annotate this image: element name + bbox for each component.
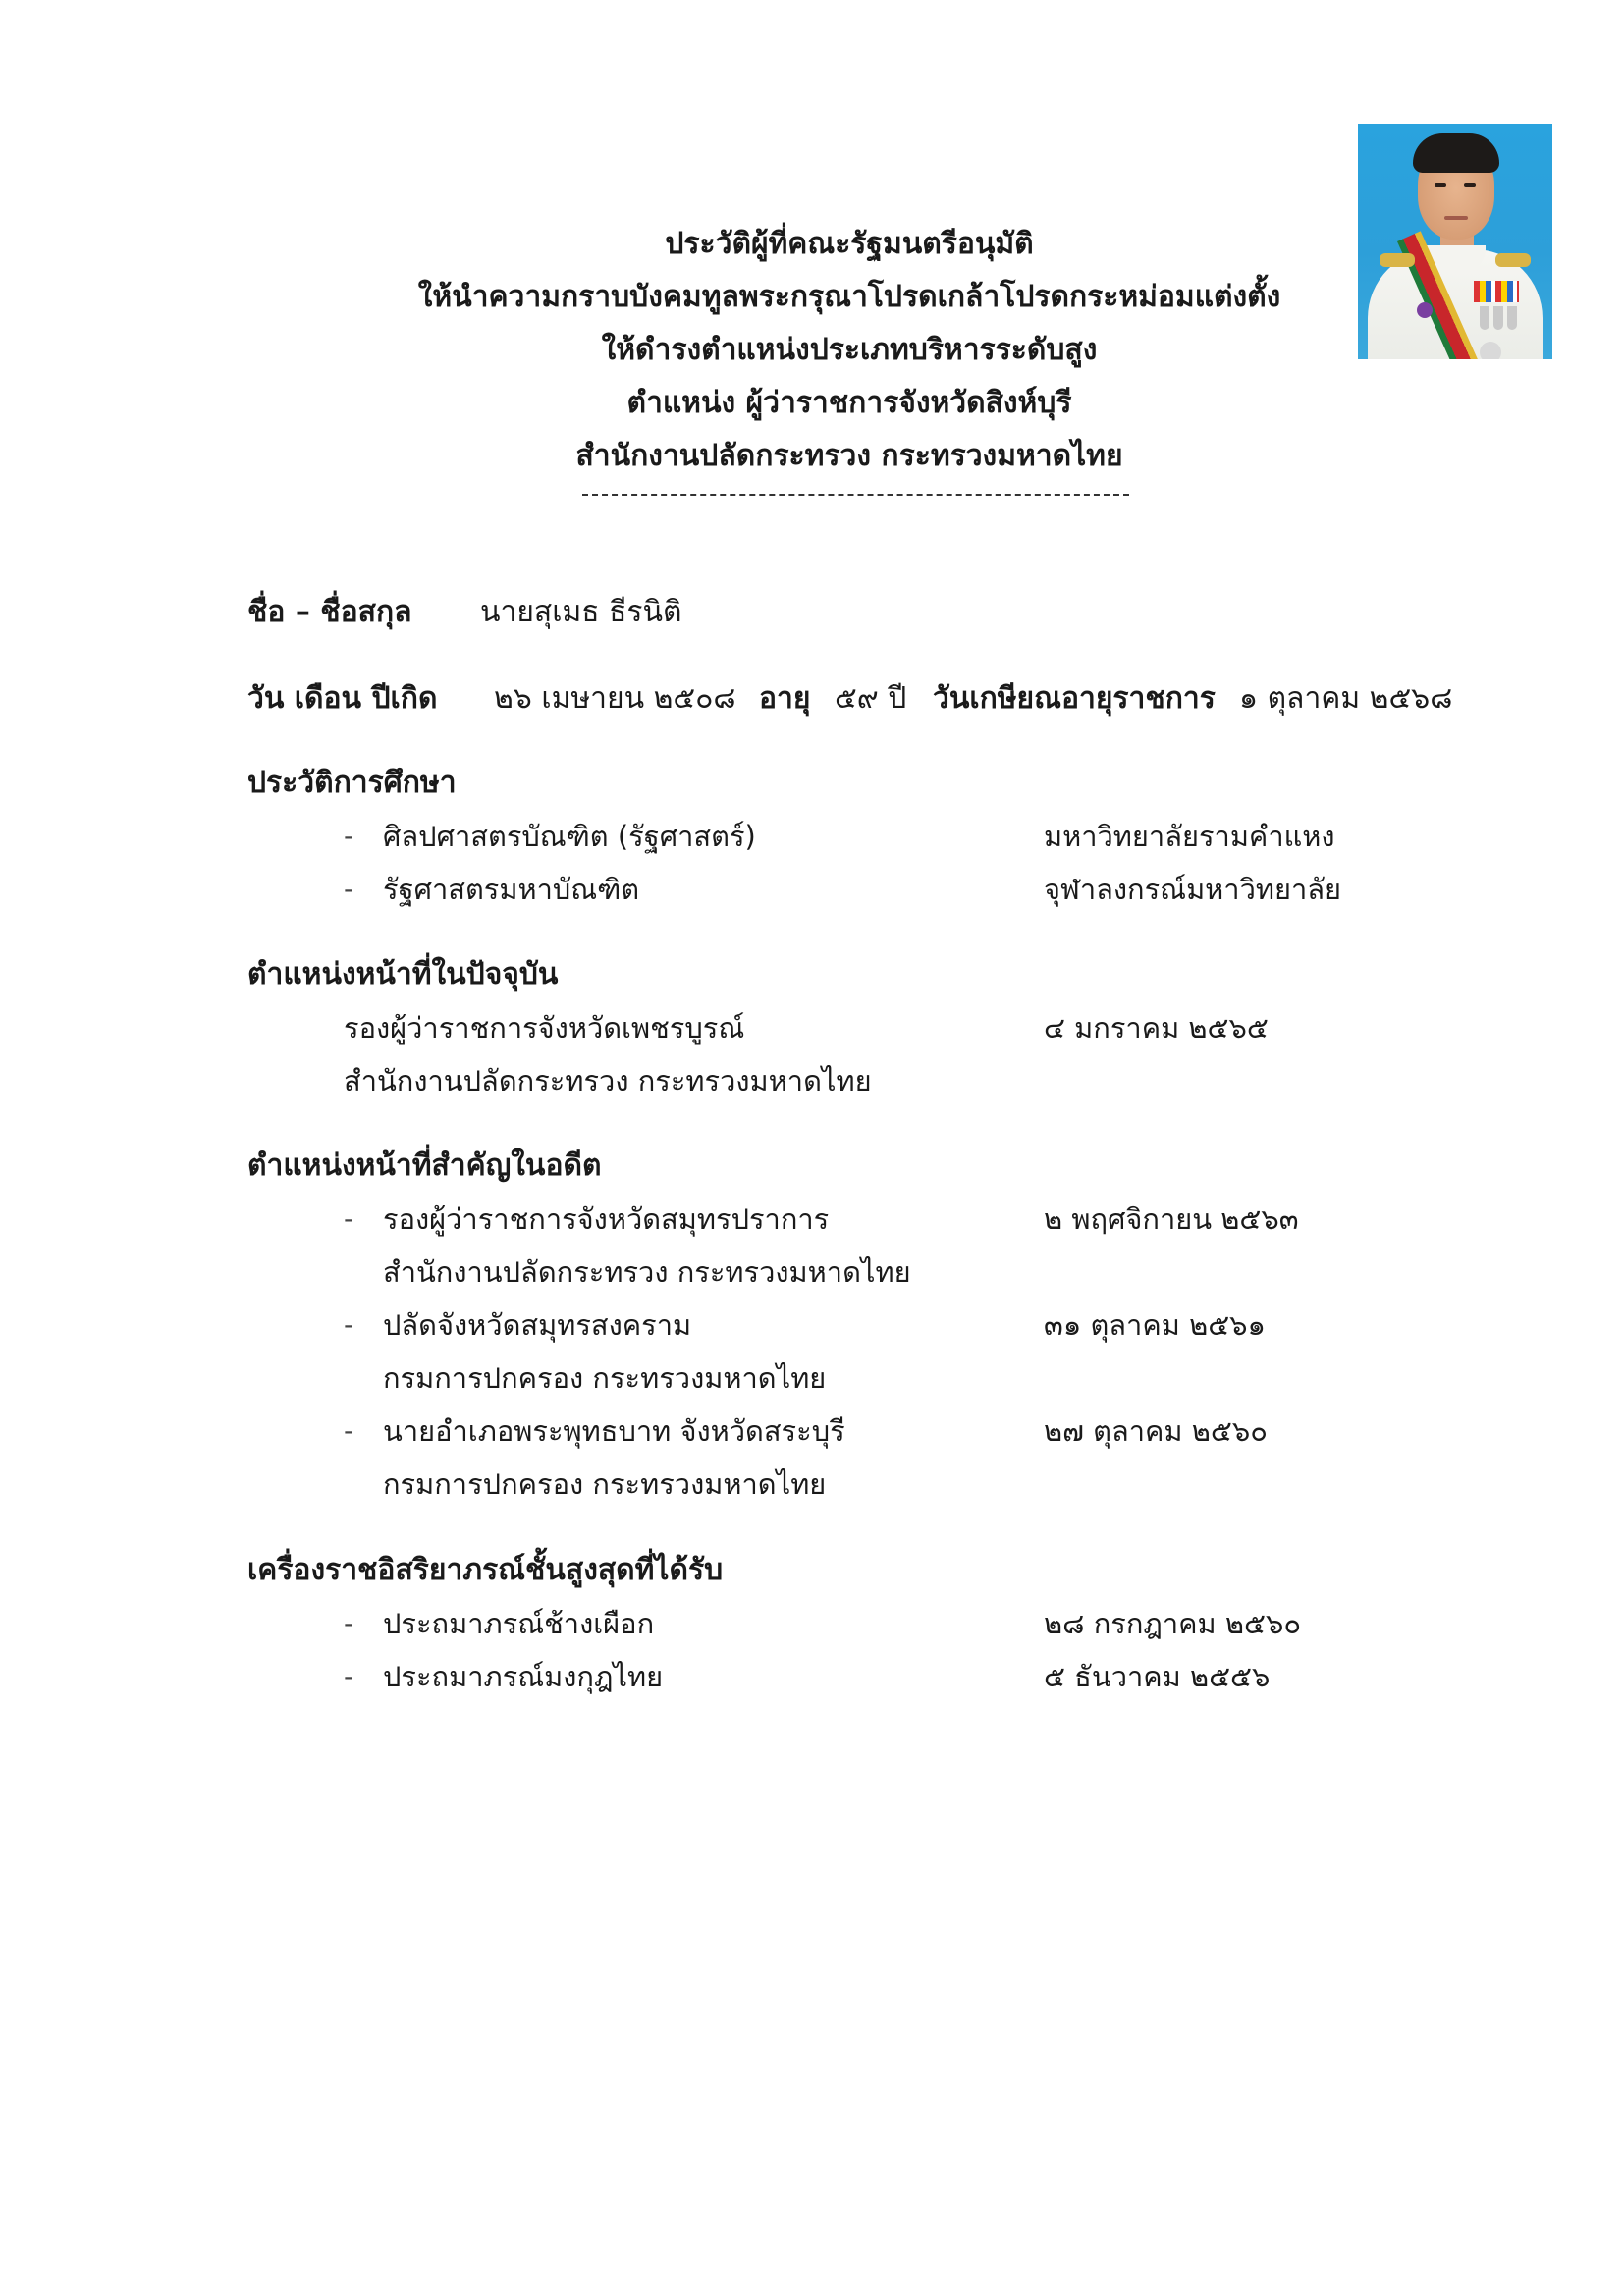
education-heading: ประวัติการศึกษา [247, 766, 457, 800]
past-position-date-2: ๓๑ ตุลาคม ๒๕๖๑ [1044, 1308, 1266, 1342]
education-institution-2: จุฬาลงกรณ์มหาวิทยาลัย [1044, 873, 1342, 906]
list-marker: - [344, 1308, 354, 1341]
list-marker: - [344, 1202, 354, 1235]
past-positions-heading: ตำแหน่งหน้าที่สำคัญในอดีต [247, 1148, 602, 1183]
past-position-date-1: ๒ พฤศจิกายน ๒๕๖๓ [1044, 1202, 1299, 1236]
decoration-date-2: ๕ ธันวาคม ๒๕๕๖ [1044, 1660, 1271, 1693]
birth-label: วัน เดือน ปีเกิด [247, 681, 438, 716]
list-marker: - [344, 1660, 354, 1692]
decoration-name-1: ประถมาภรณ์ช้างเผือก [383, 1607, 655, 1640]
decoration-name-2: ประถมาภรณ์มงกุฎไทย [383, 1660, 664, 1693]
retire-value: ๑ ตุลาคม ๒๕๖๘ [1239, 681, 1453, 716]
past-position-title-2: ปลัดจังหวัดสมุทรสงคราม [383, 1308, 692, 1342]
document-header [295, 218, 1404, 483]
past-position-title-3: นายอำเภอพระพุทธบาท จังหวัดสระบุรี [383, 1415, 845, 1448]
current-position-title: รองผู้ว่าราชการจังหวัดเพชรบูรณ์ [344, 1011, 745, 1044]
education-degree-1: ศิลปศาสตรบัณฑิต (รัฐศาสตร์) [383, 820, 756, 853]
header-line-5: สำนักงานปลัดกระทรวง กระทรวงมหาดไทย [575, 439, 1123, 473]
past-position-title-1: รองผู้ว่าราชการจังหวัดสมุทรปราการ [383, 1202, 830, 1236]
photo-ribbons [1474, 281, 1519, 302]
education-institution-1: มหาวิทยาลัยรามคำแหง [1044, 820, 1335, 853]
education-degree-2: รัฐศาสตรมหาบัณฑิต [383, 873, 640, 906]
name-label: ชื่อ – ชื่อสกุล [247, 595, 412, 629]
past-position-agency-3: กรมการปกครอง กระทรวงมหาดไทย [383, 1468, 827, 1501]
current-position-heading: ตำแหน่งหน้าที่ในปัจจุบัน [247, 957, 559, 991]
birth-value: ๒๖ เมษายน ๒๕๐๘ [494, 681, 736, 716]
past-position-agency-2: กรมการปกครอง กระทรวงมหาดไทย [383, 1362, 827, 1395]
header-divider [582, 494, 1129, 496]
age-value: ๕๙ ปี [835, 681, 907, 716]
name-value: นายสุเมธ ธีรนิติ [480, 595, 682, 629]
list-marker: - [344, 1415, 354, 1447]
header-line-3: ให้ดำรงตำแหน่งประเภทบริหารระดับสูง [601, 333, 1098, 367]
header-line-4: ตำแหน่ง ผู้ว่าราชการจังหวัดสิงห์บุรี [626, 386, 1072, 420]
past-position-agency-1: สำนักงานปลัดกระทรวง กระทรวงมหาดไทย [383, 1255, 911, 1289]
current-position-date: ๔ มกราคม ๒๕๖๕ [1044, 1011, 1269, 1044]
age-label: อายุ [759, 681, 811, 716]
header-line-1: ประวัติผู้ที่คณะรัฐมนตรีอนุมัติ [665, 227, 1034, 261]
list-marker: - [344, 820, 354, 852]
retire-label: วันเกษียณอายุราชการ [933, 681, 1216, 716]
list-marker: - [344, 1607, 354, 1639]
current-position-agency: สำนักงานปลัดกระทรวง กระทรวงมหาดไทย [344, 1064, 872, 1097]
decoration-date-1: ๒๘ กรกฎาคม ๒๕๖๐ [1044, 1607, 1302, 1640]
past-position-date-3: ๒๗ ตุลาคม ๒๕๖๐ [1044, 1415, 1268, 1448]
header-line-2: ให้นำความกราบบังคมทูลพระกรุณาโปรดเกล้าโปรดกระหม่อมแต่งตั้ง [417, 280, 1281, 314]
list-marker: - [344, 873, 354, 905]
decorations-heading: เครื่องราชอิสริยาภรณ์ชั้นสูงสุดที่ได้รับ [247, 1553, 724, 1587]
